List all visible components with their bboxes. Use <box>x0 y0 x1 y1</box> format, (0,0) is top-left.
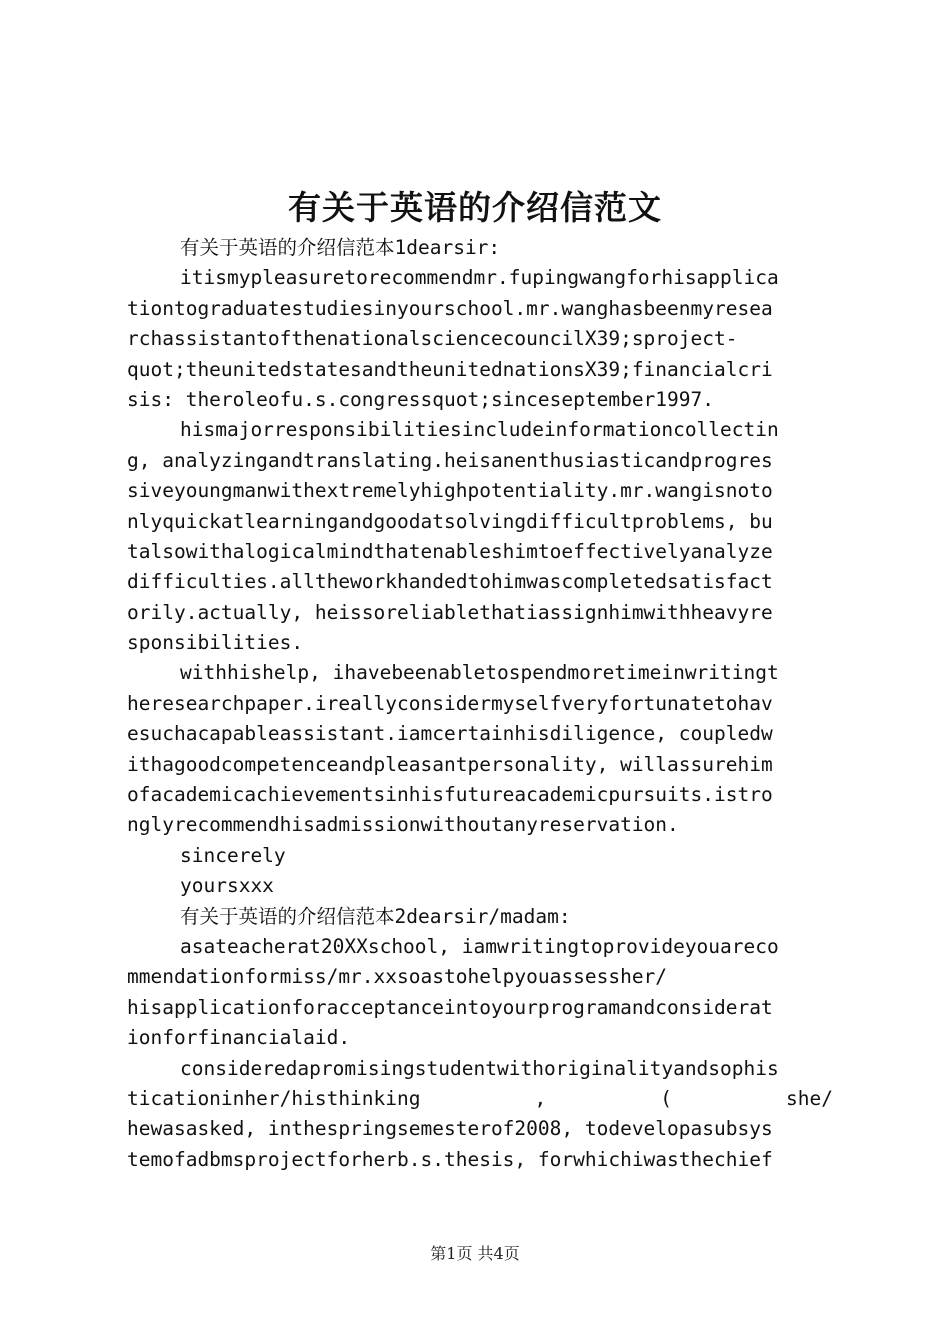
text-line: 有关于英语的介绍信范本1dearsir: <box>180 236 501 259</box>
text-line: esuchacapableassistant.iamcertainhisdiligence, coupledw <box>127 722 773 746</box>
text-line: sis: theroleofu.s.congressquot;sinceseptember1997. <box>127 387 714 411</box>
text-line: asateacherat20XXschool, iamwritingtoprovideyouareco <box>180 934 779 958</box>
text-line: siveyoungmanwithextremelyhighpotentiality.mr.wangisnoto <box>127 479 773 503</box>
text-line: nglyrecommendhisadmissionwithoutanyreservation. <box>127 813 679 837</box>
text-fragment: , <box>534 1086 547 1110</box>
page-footer: 第1页 共4页 <box>430 1244 520 1263</box>
document-body <box>127 233 833 1175</box>
text-fragment: ( <box>660 1086 672 1110</box>
text-fragment: ticationinher/histhinking <box>127 1086 421 1110</box>
text-line: yoursxxx <box>180 874 274 898</box>
text-line: heresearchpaper.ireallyconsidermyselfveryfortunatetohav <box>127 691 773 715</box>
text-line <box>127 1084 833 1114</box>
text-line: mmendationformiss/mr.xxsoastohelpyouassessher/ <box>127 965 668 989</box>
text-line: orily.actually, heissoreliablethatiassignhimwithheavyre <box>127 600 773 624</box>
text-line: hismajorresponsibilitiesincludeinformationcollectin <box>180 418 779 442</box>
text-line: withhishelp, ihavebeenabletospendmoretimeinwritingt <box>180 661 779 685</box>
text-line: difficulties.alltheworkhandedtohimwascompletedsatisfact <box>127 570 773 594</box>
text-line: sincerely <box>180 843 286 867</box>
text-line: hewasasked, inthespringsemesterof2008, todevelopasubsys <box>127 1117 773 1141</box>
text-line: consideredapromisingstudentwithoriginalityandsophis <box>180 1056 779 1080</box>
text-line: rchassistantofthenationalsciencecouncilX39;sproject- <box>127 327 738 351</box>
text-line: ionforfinancialaid. <box>127 1026 351 1050</box>
text-fragment: she/ <box>786 1086 833 1110</box>
text-line: temofadbmsprojectforherb.s.thesis, forwhichiwasthechief <box>127 1147 773 1171</box>
text-line: g, analyzingandtranslating.heisanenthusiasticandprogres <box>127 448 773 472</box>
text-line: tiontograduatestudiesinyourschool.mr.wanghasbeenmyresea <box>127 296 773 320</box>
text-line: nlyquickatlearningandgoodatsolvingdifficultproblems, bu <box>127 509 773 533</box>
text-line: sponsibilities. <box>127 631 304 655</box>
text-line: 有关于英语的介绍信范本2dearsir/madam: <box>180 904 571 928</box>
text-line: itismypleasuretorecommendmr.fupingwangforhisapplica <box>180 266 779 290</box>
text-line: talsowithalogicalmindthatenableshimtoeffectivelyanalyze <box>127 539 773 563</box>
text-line: ofacademicachievementsinhisfutureacademicpursuits.istro <box>127 783 773 807</box>
text-line: hisapplicationforacceptanceintoyourprogramandconsiderat <box>127 995 773 1019</box>
text-line: quot;theunitedstatesandtheunitednationsX39;financialcri <box>127 357 773 381</box>
document-title: 有关于英语的介绍信范文 <box>288 188 662 227</box>
text-line: ithagoodcompetenceandpleasantpersonality, willassurehim <box>127 752 773 776</box>
